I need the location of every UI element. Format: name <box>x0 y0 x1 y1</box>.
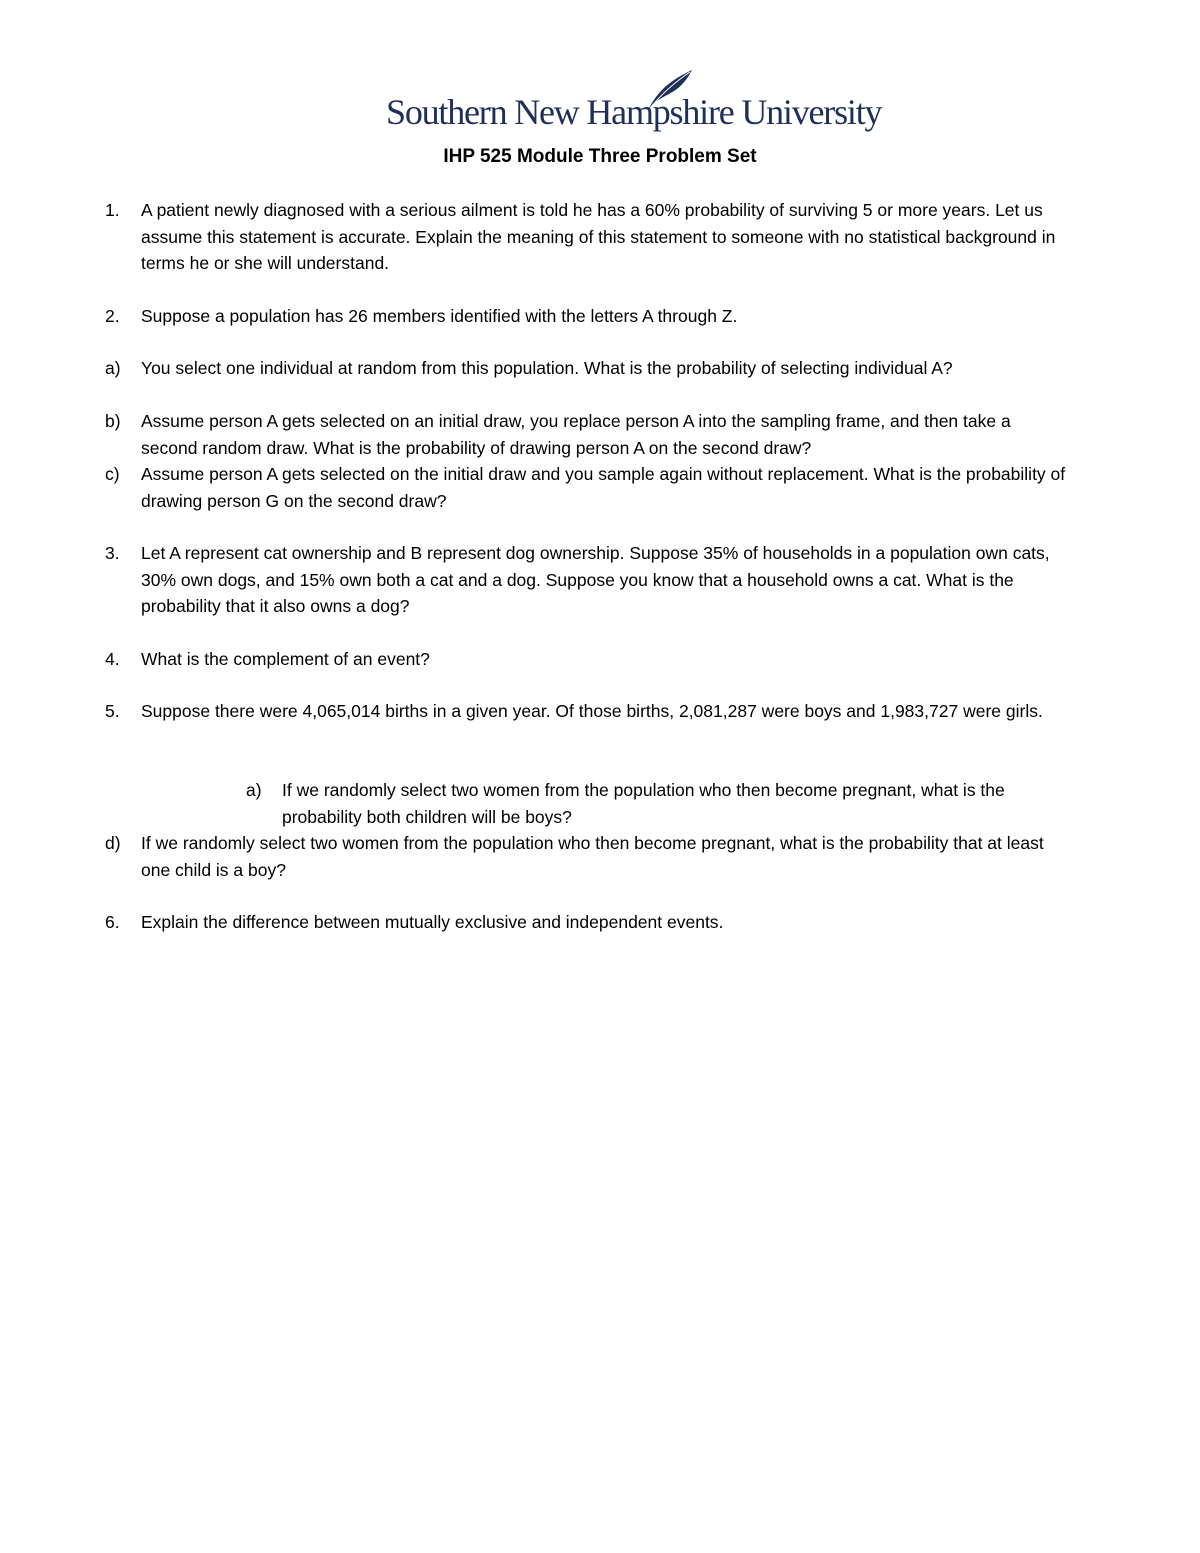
question-3 <box>0 540 1200 620</box>
subquestion-2c <box>0 461 1200 514</box>
question-text: A patient newly diagnosed with a serious ailment is told he has a 60% probability of surviving 5 or more years. Let us assume this statement is accurate. Explain the meaning of this statement to someone with no statistical background in terms he or she will understand. <box>141 200 1056 273</box>
question-1 <box>0 197 1200 277</box>
question-5 <box>0 698 1200 751</box>
subquestion-5a <box>0 777 1200 830</box>
question-number: 6. <box>105 912 120 932</box>
question-2 <box>0 303 1200 330</box>
subquestion-text: You select one individual at random from this population. What is the probability of selecting individual A? <box>141 358 953 378</box>
logo-wordmark: Southern New Hampshire University <box>386 92 882 132</box>
subquestion-text: Assume person A gets selected on the initial draw and you sample again without replacement. What is the probability of drawing person G on the second draw? <box>141 464 1066 511</box>
question-number: 2. <box>105 306 120 326</box>
question-number: 4. <box>105 649 120 669</box>
question-4 <box>0 646 1200 673</box>
question-number: 1. <box>105 200 120 220</box>
question-text: Explain the difference between mutually exclusive and independent events. <box>141 912 724 932</box>
subquestion-letter: c) <box>105 464 120 484</box>
subquestion-2b <box>0 408 1200 461</box>
subquestion-text: If we randomly select two women from the population who then become pregnant, what is the probability that at least one child is a boy? <box>141 833 1044 880</box>
subquestion-5d <box>0 830 1200 883</box>
subquestion-2a <box>0 355 1200 408</box>
subquestion-text: If we randomly select two women from the population who then become pregnant, what is the probability both children will be boys? <box>282 780 1005 827</box>
question-text: Suppose a population has 26 members identified with the letters A through Z. <box>141 306 738 326</box>
question-number: 3. <box>105 543 120 563</box>
document-title: IHP 525 Module Three Problem Set <box>443 146 757 167</box>
question-text: Let A represent cat ownership and B represent dog ownership. Suppose 35% of households in a population own cats, 30% own dogs, and 15% own both a cat and a dog. Suppose you know that a household owns a cat. What is the probability that it also owns a dog? <box>141 543 1050 616</box>
question-number: 5. <box>105 701 120 721</box>
subquestion-letter: a) <box>105 358 121 378</box>
question-6 <box>0 909 1200 936</box>
question-text: Suppose there were 4,065,014 births in a given year. Of those births, 2,081,287 were boys and 1,983,727 were girls. <box>141 701 1043 721</box>
university-logo <box>386 68 882 138</box>
subquestion-letter: a) <box>246 780 262 800</box>
subquestion-letter: b) <box>105 411 121 431</box>
question-text: What is the complement of an event? <box>141 649 430 669</box>
subquestion-letter: d) <box>105 833 121 853</box>
subquestion-text: Assume person A gets selected on an initial draw, you replace person A into the sampling frame, and then take a second random draw. What is the probability of drawing person A on the second draw? <box>141 411 1011 458</box>
